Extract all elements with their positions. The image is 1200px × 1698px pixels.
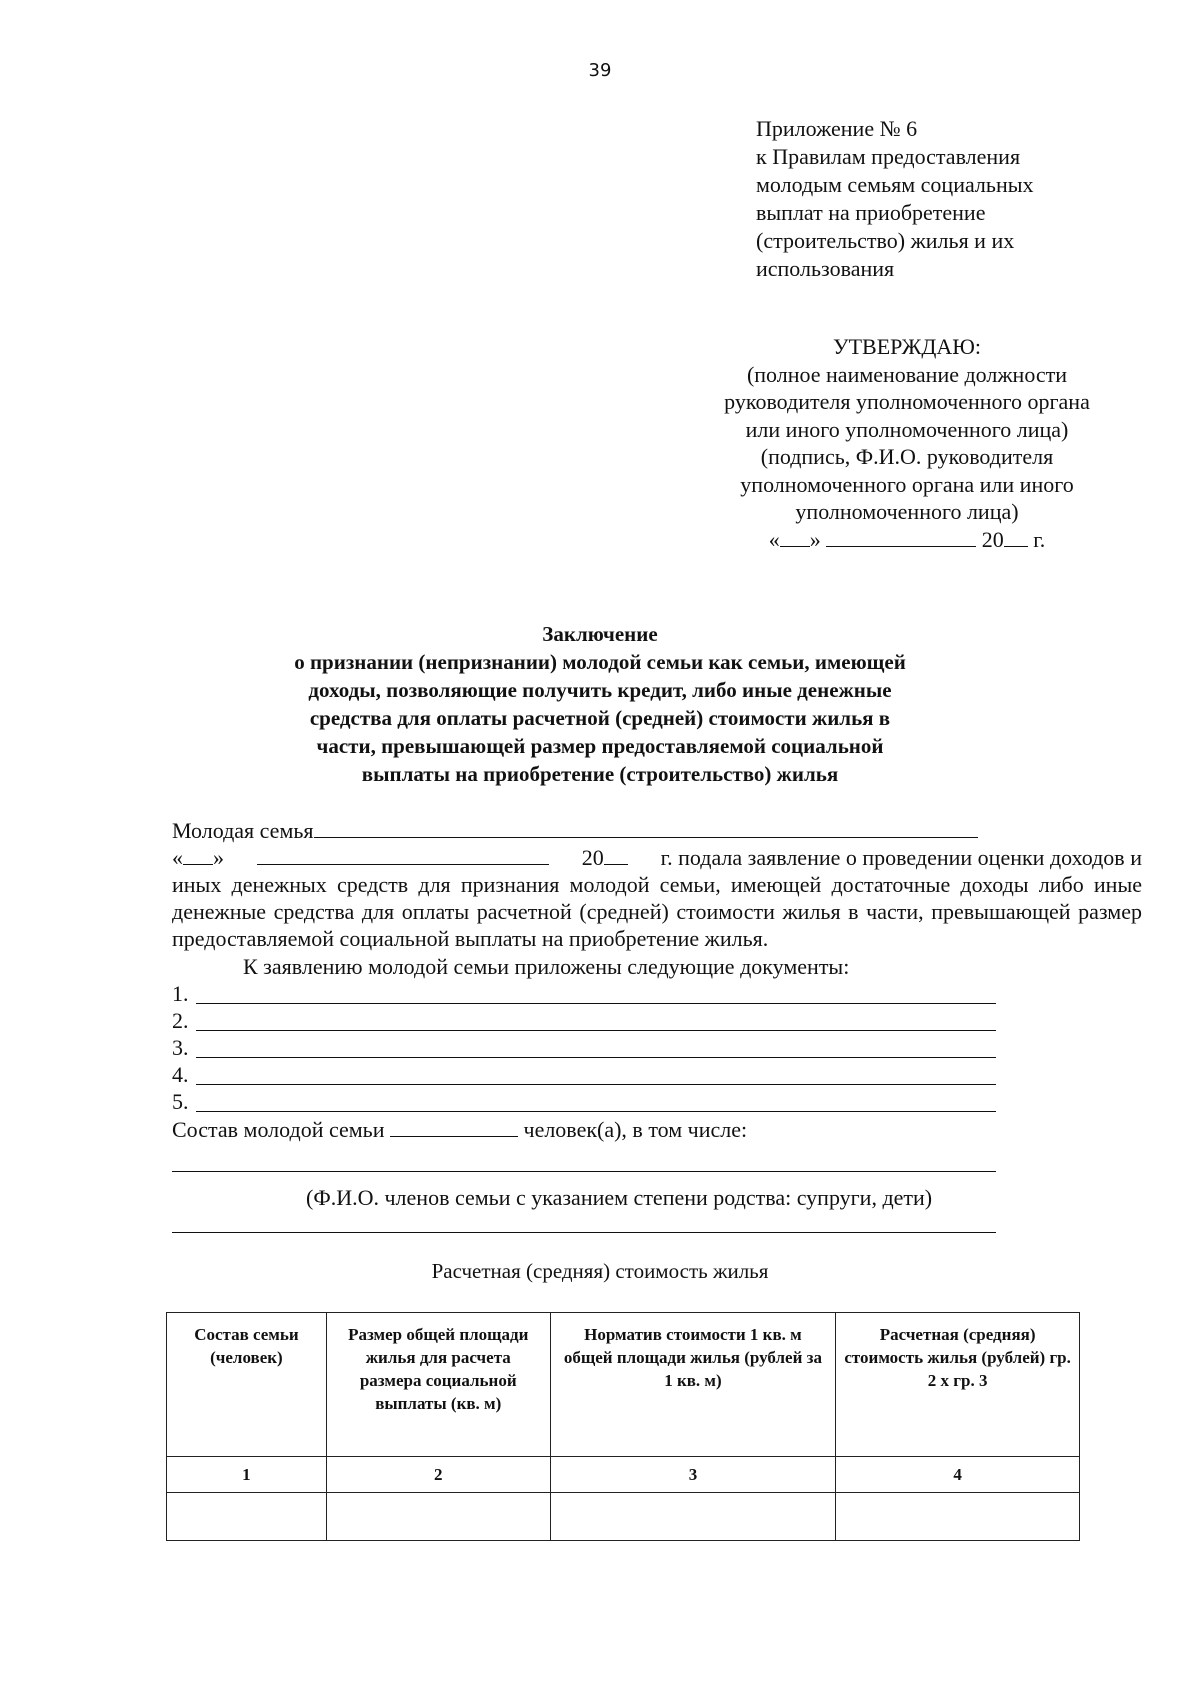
table-header-cell: Размер общей площади жилья для расчета размера социальной выплаты (кв. м)	[326, 1313, 550, 1457]
approval-line: (полное наименование должности	[746, 361, 1068, 387]
month-blank[interactable]	[826, 526, 976, 547]
title-heading: Заключение	[542, 622, 658, 646]
appendix-line: использования	[756, 256, 895, 281]
column-number: 3	[550, 1457, 836, 1493]
composition-label: Состав молодой семьи	[172, 1117, 385, 1142]
approval-line: или иного уполномоченного лица)	[745, 416, 1069, 442]
family-label: Молодая семья	[172, 818, 314, 843]
approval-line: (подпись, Ф.И.О. руководителя	[760, 444, 1054, 469]
title-line: части, превышающей размер предоставляемой социальной	[316, 734, 884, 758]
table-title: Расчетная (средняя) стоимость жилья	[431, 1259, 769, 1283]
paragraph-rest: иных денежных средств для признания молодой семьи, имеющей достаточные доходы либо иные денежные средства для оплаты расчетной (средней) стоимости жилья в части, превышающей размер предоставляемой социальной выплаты на приобретение жилья.	[172, 872, 1142, 951]
approval-heading: УТВЕРЖДАЮ:	[833, 334, 981, 359]
family-line	[172, 817, 978, 844]
year-blank[interactable]	[604, 844, 628, 865]
column-number: 4	[836, 1457, 1080, 1493]
document-row: 2.	[172, 1008, 996, 1035]
table-cell[interactable]	[836, 1493, 1080, 1541]
table-cell[interactable]	[167, 1493, 327, 1541]
appendix-line: молодым семьям социальных	[756, 172, 1034, 197]
title-line: выплаты на приобретение (строительство) жилья	[361, 762, 839, 786]
appendix-line: выплат на приобретение	[756, 200, 986, 225]
members-blank-2[interactable]	[172, 1232, 996, 1233]
title-line: средства для оплаты расчетной (средней) стоимости жилья в	[309, 706, 891, 730]
document-blank[interactable]	[196, 1030, 996, 1031]
document-row: 3.	[172, 1035, 996, 1062]
table-header-row	[167, 1313, 1080, 1457]
day-blank[interactable]	[183, 844, 213, 865]
members-blank[interactable]	[172, 1171, 996, 1172]
table-cell[interactable]	[326, 1493, 550, 1541]
family-name-blank[interactable]	[314, 817, 978, 838]
document-blank[interactable]	[196, 1084, 996, 1085]
title-line: доходы, позволяющие получить кредит, либо иные денежные	[308, 678, 892, 702]
table-header-cell: Норматив стоимости 1 кв. м общей площади жилья (рублей за 1 кв. м)	[550, 1313, 836, 1457]
appendix-line: (строительство) жилья и их	[756, 228, 1015, 253]
column-number: 1	[167, 1457, 327, 1493]
document-blank[interactable]	[196, 1111, 996, 1112]
table-number-row	[167, 1457, 1080, 1493]
appendix-line: к Правилам предоставления	[756, 144, 1021, 169]
members-caption: (Ф.И.О. членов семьи с указанием степени родства: супруги, дети)	[306, 1185, 933, 1210]
approval-line: уполномоченного лица)	[795, 499, 1019, 524]
day-blank[interactable]	[780, 526, 810, 547]
composition-suffix: человек(а), в том числе:	[523, 1117, 748, 1142]
table-row	[167, 1493, 1080, 1541]
approval-block	[682, 333, 1132, 553]
table-header-cell: Расчетная (средняя) стоимость жилья (рублей) гр. 2 x гр. 3	[836, 1313, 1080, 1457]
approval-line: уполномоченного органа или иного	[740, 471, 1074, 497]
table-cell[interactable]	[550, 1493, 836, 1541]
paragraph-first-line: « » 20 г. подала заявление о проведении оценки доходов и	[172, 845, 1142, 870]
approval-line: руководителя уполномоченного органа	[724, 389, 1090, 414]
appendix-note	[756, 115, 1086, 283]
cost-table	[166, 1312, 1080, 1541]
document-row: 1.	[172, 981, 996, 1008]
table-header-cell: Состав семьи (человек)	[167, 1313, 327, 1457]
approval-date: « » 20 г.	[768, 526, 1046, 552]
document-row: 5.	[172, 1089, 996, 1116]
page-number: 39	[588, 60, 612, 81]
document-blank[interactable]	[196, 1057, 996, 1058]
year-blank[interactable]	[1004, 526, 1028, 547]
title-line: о признании (непризнании) молодой семьи как семьи, имеющей	[294, 650, 906, 674]
application-paragraph	[172, 844, 1142, 952]
document-row: 4.	[172, 1062, 996, 1089]
documents-intro: К заявлению молодой семьи приложены следующие документы:	[243, 954, 850, 979]
appendix-line: Приложение № 6	[756, 116, 918, 141]
document-blank[interactable]	[196, 1003, 996, 1004]
document-title	[200, 620, 1000, 788]
month-blank[interactable]	[257, 844, 549, 865]
member-count-blank[interactable]	[390, 1116, 518, 1137]
column-number: 2	[326, 1457, 550, 1493]
composition-line	[172, 1116, 747, 1143]
